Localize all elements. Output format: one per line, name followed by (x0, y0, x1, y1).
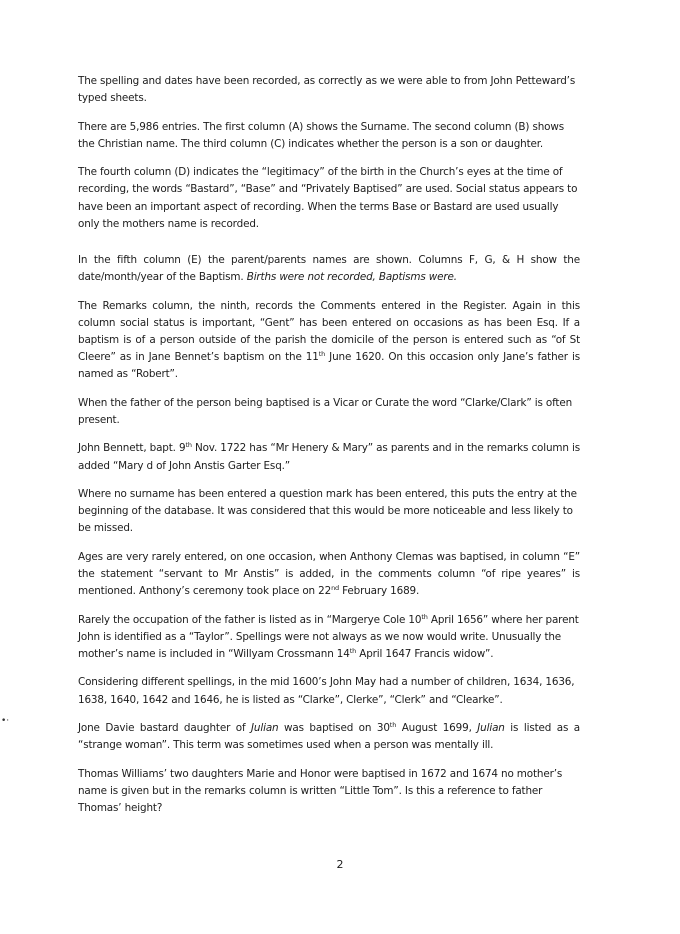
paragraph (78, 612, 580, 664)
text-run: Thomas Williams’ two daughters Marie and Honor were baptised in 1672 and 1674 no mother’s name is given but in the remarks column is written “Little Tom”. Is this a reference to father Thomas’ height? (78, 767, 563, 814)
text-run: Nov. 1722 has “Mr Henery & Mary” as parents and in the remarks column is added “Mary d of John Anstis Garter Esq.” (78, 442, 580, 472)
page-number: 2 (336, 858, 344, 871)
superscript: th (349, 646, 357, 655)
italic-text: Births were not recorded, Baptisms were. (246, 271, 457, 284)
text-run: The spelling and dates have been recorded, as correctly as we were able to from John Petteward’s typed sheets. (78, 75, 576, 105)
paragraph-list (78, 73, 580, 817)
text-run: The fourth column (D) indicates the “legitimacy” of the birth in the Church’s eyes at the time of recording, the words “Bastard”, “Base” and “Privately Baptised” are used. Social status appears to have been an important aspect of recording. When the terms Base or Bastard are used usually only the mothers name is recorded. (78, 166, 578, 230)
text-run: April 1656” where her parent John is identified as a “Taylor”. Spellings were not always as we now would write. Unusually the mother’s name is included in “Willyam Crossmann 14 (78, 613, 579, 660)
superscript: th (421, 612, 428, 621)
text-run: Rarely the occupation of the father is listed as in “Margerye Cole 10 (78, 613, 422, 626)
paragraph (78, 252, 580, 286)
paragraph (78, 298, 580, 384)
superscript: th (185, 441, 192, 450)
text-run: The Remarks column, the ninth, records the Comments entered in the Register. Again in this column social status is important, “Gent” has been entered on occasions as has been Esq. If a baptism is of a person outside of the parish the domicile of the person is entered such as “of St Cleere” as in Jane Bennet’s baptism on the 11 (78, 299, 580, 364)
text-run: Ages are very rarely entered, on one occasion, when Anthony Clemas was baptised, in column “E” the statement “servant to Mr Anstis” is added, in the comments column “of ripe yeares” is mentioned. Anthony’s ceremony took place on 22 (78, 550, 580, 598)
text-run: August 1699, (396, 721, 478, 734)
paragraph (78, 164, 580, 233)
text-run: Where no surname has been entered a question mark has been entered, this puts the entry at the beginning of the database. It was considered that this would be more noticeable and less likely to be missed. (78, 487, 577, 535)
text-run: In the fifth column (E) the parent/parents names are shown. Columns F, G, & H show the date/month/year of the Baptism. (78, 254, 580, 284)
superscript: nd (331, 584, 340, 593)
paragraph (78, 674, 580, 708)
document-body (78, 73, 580, 828)
paragraph (78, 720, 580, 754)
text-run: When the father of the person being baptised is a Vicar or Curate the word “Clarke/Clark” is often present. (78, 396, 573, 426)
paragraph (78, 73, 580, 107)
text-run: is listed as a “strange woman”. This term was sometimes used when a person was mentally ill. (78, 721, 580, 752)
text-run: There are 5,986 entries. The first column (A) shows the Surname. The second column (B) shows the Christian name. The third column (C) indicates whether the person is a son or daughter. (78, 120, 564, 150)
text-run: June 1620. On this occasion only Jane’s father is named as “Robert”. (78, 351, 580, 381)
paragraph (78, 486, 580, 538)
italic-text: Julian (477, 721, 505, 734)
paragraph (78, 440, 580, 474)
paragraph (78, 766, 580, 818)
text-run: John Bennett, bapt. 9 (78, 442, 186, 455)
superscript: th (389, 720, 397, 729)
paragraph (78, 549, 580, 601)
paragraph (78, 119, 580, 153)
superscript: th (318, 350, 326, 359)
margin-mark: •· (1, 716, 10, 726)
text-run: Jone Davie bastard daughter of (78, 721, 252, 734)
text-run: April 1647 Francis widow”. (356, 647, 494, 660)
text-run: was baptised on 30 (278, 721, 390, 734)
paragraph (78, 395, 580, 429)
italic-text: Julian (251, 721, 279, 734)
text-run: Considering different spellings, in the mid 1600’s John May had a number of children, 1634, 1636, 1638, 1640, 1642 and 1646, he is listed as “Clarke”, Clerke”, “Clerk” and “Clearke”. (78, 676, 575, 706)
text-run: February 1689. (339, 585, 420, 598)
